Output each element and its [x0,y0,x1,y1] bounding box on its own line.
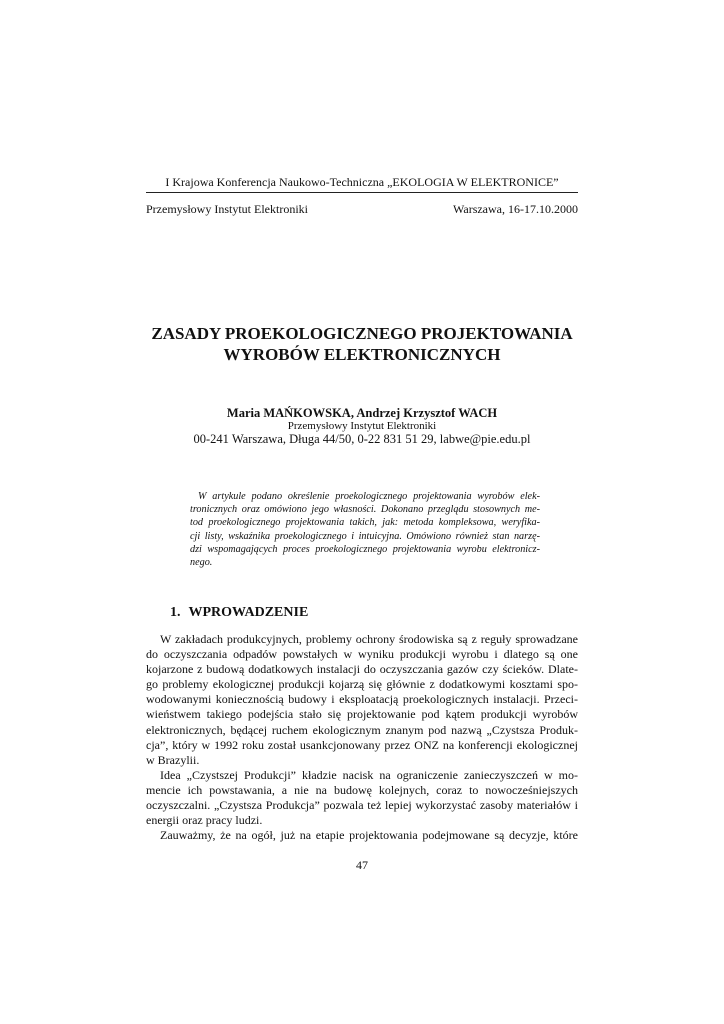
body-line: Zauważmy, że na ogół, już na etapie projektowania podejmowane są decyzje, które [160,828,578,843]
body-line: W zakładach produkcyjnych, problemy ochrony środowiska są z reguły sprowadzane [160,632,578,646]
section-title: WPROWADZENIE [188,605,309,620]
abstract [190,490,540,569]
body-line: do oczyszczania odpadów powstałych w wyniku produkcji wyrobu i dlatego są one [146,647,578,662]
body-line: wodowanymi koniecznością budowy i eksploatacją proekologicznych instalacji. Przeci- [146,692,578,707]
section-number: 1. [170,605,181,620]
abstract-line: tod proekologicznego projektowania takich, jak: metoda kompleksowa, weryfika- [190,517,540,529]
abstract-line: nego. [190,557,213,569]
header-rule [146,192,578,193]
header-place-date: Warszawa, 16-17.10.2000 [453,202,578,216]
paper-title [120,323,604,365]
title-line-1: ZASADY PROEKOLOGICZNEGO PROJEKTOWANIA [151,324,573,343]
body-line: Idea „Czystszej Produkcji” kładzie nacisk na ograniczenie zanieczyszczeń w mo- [160,767,578,782]
abstract-line: dzi wspomagających proces proekologicznego projektowania wyrobu elektronicz- [190,543,540,555]
body-line: oczyszczalni. „Czystsza Produkcja” pozwala też lepiej wykorzystać zasoby materiałów i [146,798,578,813]
body-line: go problemy ekologicznej produkcji kojarzą się głównie z dodatkowymi kosztami spo- [146,677,578,692]
body-line: wieństwem takiego podejścia stało się projektowanie pod kątem produkcji wyrobów [146,707,578,722]
body-line: mencie ich powstawania, a nie na budowę kolejnych, coraz to nowocześniejszych [146,782,578,797]
header-institute: Przemysłowy Instytut Elektroniki [146,202,308,216]
body-line: w Brazylii. [146,752,200,767]
abstract-line: cji listy, wskaźnika proekologicznego i intuicyjna. Omówiono również stan narzę- [190,530,540,542]
conference-header: I Krajowa Konferencja Naukowo-Techniczna „EKOLOGIA W ELEKTRONICE” [165,175,559,189]
page-number: 47 [356,858,368,872]
body-text [146,632,578,843]
body-line: elektronicznych, będącej ruchem ekologicznym znanym pod nazwą „Czystsza Produk- [146,722,578,737]
author-affiliation: Przemysłowy Instytut Elektroniki [287,420,437,432]
author-address: 00-241 Warszawa, Długa 44/50, 0-22 831 51 29, labwe@pie.edu.pl [193,432,531,446]
body-line: energii oraz pracy ludzi. [146,813,263,828]
title-line-2: WYROBÓW ELEKTRONICZNYCH [223,345,501,364]
body-line: kojarzone z budową dodatkowych instalacji do oczyszczania gazów czy ścieków. Dlate- [146,662,578,677]
abstract-line: tronicznych oraz omówiono jego własności. Dokonano przeglądu stosownych me- [190,504,540,516]
body-line: cja”, który w 1992 roku został usankcjonowany przez ONZ na konferencji ekologicznej [146,737,578,752]
section-heading [170,605,308,621]
abstract-line: W artykule podano określenie proekologicznego projektowania wyrobów elek- [198,491,540,502]
author-names: Maria MAŃKOWSKA, Andrzej Krzysztof WACH [226,406,498,420]
